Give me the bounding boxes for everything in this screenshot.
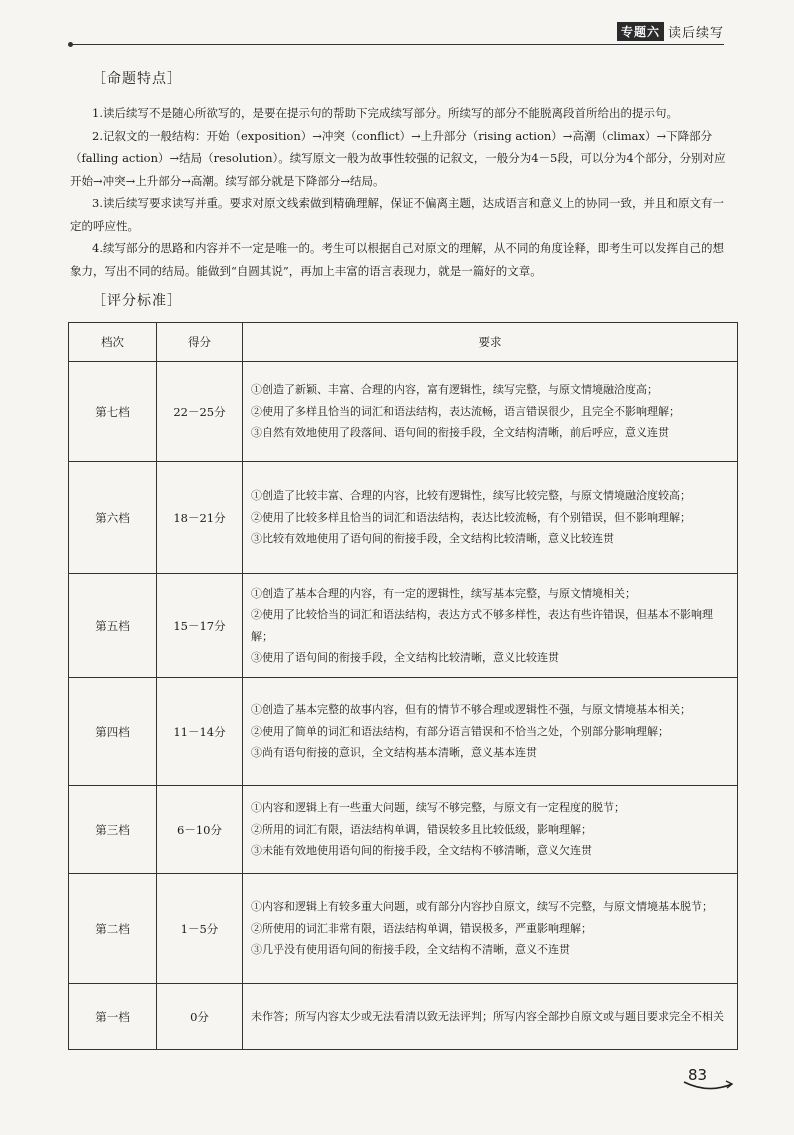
features-paragraph: 1.读后续写不是随心所欲写的，是要在提示句的帮助下完成续写部分。所续写的部分不能脱离段首所给出的提示句。	[92, 106, 678, 120]
table-row	[69, 874, 738, 984]
level-cell: 第三档	[69, 786, 157, 874]
requirement-item: ①创造了新颖、丰富、合理的内容，富有逻辑性，续写完整，与原文情境融洽度高；	[251, 383, 658, 397]
topic-title: 读后续写	[667, 26, 724, 41]
level-cell: 第二档	[69, 874, 157, 984]
requirements-cell	[243, 874, 738, 984]
requirement-item: ③几乎没有使用语句间的衔接手段，全文结构不清晰，意义不连贯	[251, 943, 570, 957]
page-number: 83	[688, 1066, 708, 1084]
requirement-item: ③使用了语句间的衔接手段，全文结构比较清晰，意义比较连贯	[251, 651, 559, 664]
requirement-item: ①内容和逻辑上有一些重大问题，续写不够完整，与原文有一定程度的脱节；	[251, 801, 625, 815]
requirement-item: ②使用了简单的词汇和语法结构，有部分语言错误和不恰当之处，个别部分影响理解；	[251, 724, 669, 738]
requirements-cell	[243, 462, 738, 574]
level-cell: 第一档	[69, 984, 157, 1050]
requirement-item: ③未能有效地使用语句间的衔接手段，全文结构不够清晰，意义欠连贯	[251, 844, 592, 858]
level-cell: 第四档	[69, 678, 157, 786]
topic-badge: 专题六	[617, 22, 664, 41]
table-row	[69, 984, 738, 1050]
level-cell: 第五档	[69, 574, 157, 678]
scoring-heading: ［评分标准］	[92, 293, 182, 309]
requirement-item: ②所用的词汇有限，语法结构单调，错误较多且比较低级，影响理解；	[251, 822, 592, 836]
features-paragraph: 4.续写部分的思路和内容并不一定是唯一的。考生可以根据自己对原文的理解，从不同的角度诠释，即考生可以发挥自己的想象力，写出不同的结局。能做到“自圆其说”，再加上丰富的语言表现力，就是一篇好的文章。	[70, 241, 724, 278]
requirement-item: ①创造了基本完整的故事内容，但有的情节不够合理或逻辑性不强，与原文情境基本相关；	[251, 703, 691, 717]
requirements-cell	[243, 678, 738, 786]
requirement-item: ①创造了基本合理的内容，有一定的逻辑性，续写基本完整，与原文情境相关；	[251, 586, 636, 600]
table-row	[69, 574, 738, 678]
table-body	[69, 362, 738, 1050]
scoring-heading-text: 评分标准	[107, 293, 167, 309]
scoring-table	[68, 322, 738, 1050]
requirement-item: ②所使用的词汇非常有限，语法结构单调，错误极多，严重影响理解；	[251, 921, 592, 935]
requirements-cell	[243, 362, 738, 462]
table-row	[69, 462, 738, 574]
requirement-item: ③自然有效地使用了段落间、语句间的衔接手段，全文结构清晰，前后呼应，意义连贯	[251, 426, 669, 440]
requirements-cell	[243, 574, 738, 678]
score-cell: 18－21分	[157, 462, 243, 574]
table-row	[69, 678, 738, 786]
requirement-item: ③比较有效地使用了语句间的衔接手段，全文结构比较清晰，意义比较连贯	[251, 532, 614, 546]
score-cell: 6－10分	[157, 786, 243, 874]
requirements-cell	[243, 984, 738, 1050]
table-header-row	[69, 323, 738, 362]
level-cell: 第六档	[69, 462, 157, 574]
table-row	[69, 362, 738, 462]
features-heading-text: 命题特点	[107, 71, 167, 87]
score-cell: 11－14分	[157, 678, 243, 786]
header-rule	[70, 44, 724, 45]
table-row	[69, 786, 738, 874]
running-header	[617, 22, 724, 41]
score-cell: 0分	[157, 984, 243, 1050]
column-header-level: 档次	[69, 323, 157, 362]
score-cell: 22－25分	[157, 362, 243, 462]
requirements-cell	[243, 786, 738, 874]
requirement-item: 未作答；所写内容太少或无法看清以致无法评判；所写内容全部抄自原文或与题目要求完全不相关	[251, 1009, 724, 1023]
column-header-requirements: 要求	[243, 323, 738, 362]
features-paragraph: 3.读后续写要求读写并重。要求对原文线索做到精确理解，保证不偏离主题，达成语言和意义上的协同一致，并且和原文有一定的呼应性。	[70, 196, 724, 233]
requirement-item: ②使用了比较多样且恰当的词汇和语法结构，表达比较流畅，有个别错误，但不影响理解；	[251, 510, 691, 524]
level-cell: 第七档	[69, 362, 157, 462]
requirement-item: ①内容和逻辑上有较多重大问题，或有部分内容抄自原文，续写不完整，与原文情境基本脱节；	[251, 900, 713, 914]
requirement-item: ②使用了比较恰当的词汇和语法结构，表达方式不够多样性，表达有些许错误，但基本不影响理解；	[251, 608, 713, 643]
features-heading: ［命题特点］	[92, 71, 182, 87]
requirement-item: ①创造了比较丰富、合理的内容，比较有逻辑性，续写比较完整，与原文情境融洽度较高；	[251, 489, 691, 503]
features-body	[70, 102, 732, 282]
score-cell: 15－17分	[157, 574, 243, 678]
features-paragraph: 2.记叙文的一般结构：开始（exposition）→冲突（conflict）→上升部分（rising action）→高潮（climax）→下降部分（falling action）→结局（resolution）。续写原文一般为故事性较强的记叙文，一般分为4－5段，可以分为4个部分，分别对应开始→冲突→上升部分→高潮。续写部分就是下降部分→结局。	[70, 128, 726, 188]
requirement-item: ②使用了多样且恰当的词汇和语法结构，表达流畅，语言错误很少，且完全不影响理解；	[251, 404, 680, 418]
page-number-swoosh-icon	[682, 1078, 734, 1092]
requirement-item: ③尚有语句衔接的意识，全文结构基本清晰，意义基本连贯	[251, 746, 537, 760]
score-cell: 1－5分	[157, 874, 243, 984]
column-header-score: 得分	[157, 323, 243, 362]
